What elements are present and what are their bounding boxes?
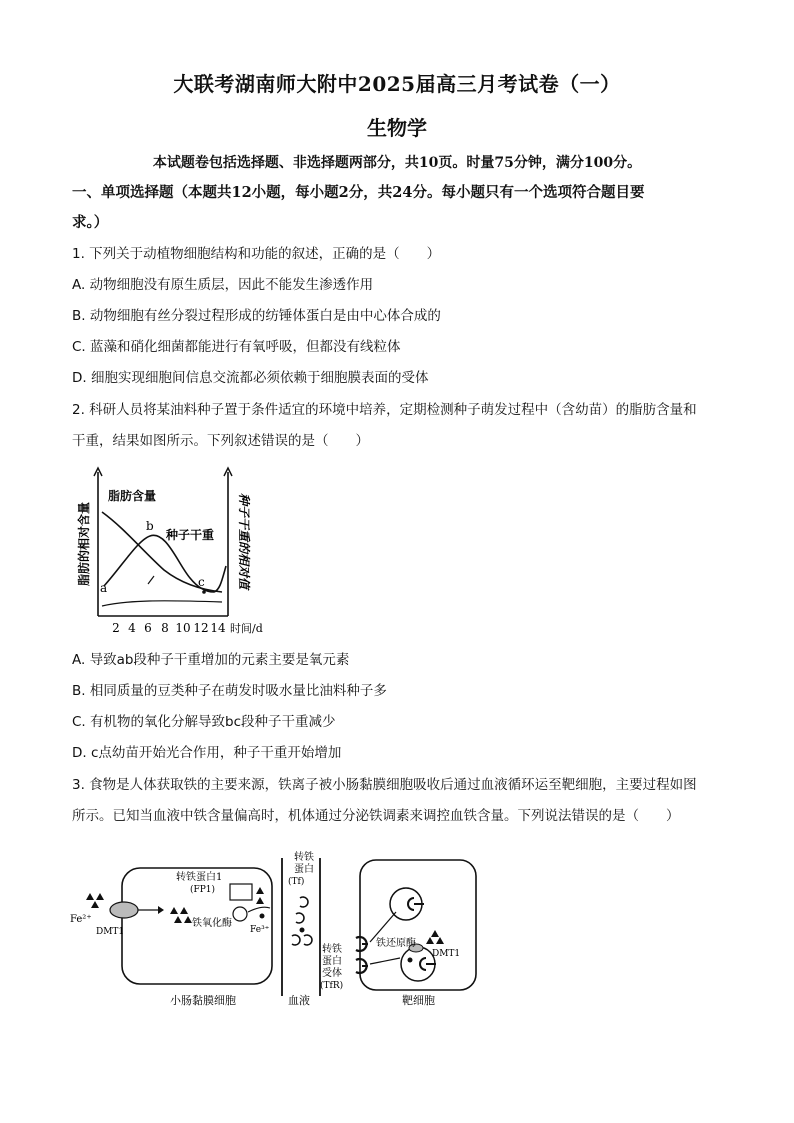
q2-stem-line2: 干重，结果如图所示。下列叙述错误的是（ ） [72, 433, 369, 449]
curve-mark [148, 576, 154, 584]
x-tick: 12 [193, 621, 209, 635]
reductase-label: 铁还原酶 [376, 938, 416, 949]
dry-weight-label: 种子干重 [166, 528, 215, 542]
q2-option-d: D. c点幼苗开始光合作用，种子干重开始增加 [72, 745, 342, 761]
tfr-label-line2: 蛋白 [322, 956, 342, 967]
iron-dot [408, 958, 413, 963]
q3-figure [70, 846, 480, 1011]
q2-stem-line1: 2. 科研人员将某油料种子置于条件适宜的环境中培养，定期检测种子萌发过程中（含幼苗）的脂肪含量和 [72, 402, 697, 418]
fpn1-label-line2: (FP1) [190, 885, 216, 895]
q1-option-b: B. 动物细胞有丝分裂过程形成的纺锤体蛋白是由中心体合成的 [72, 308, 441, 324]
transferrin-shape [304, 935, 312, 945]
transferrin-shape [300, 897, 308, 907]
tf-label-line2: 蛋白 [294, 864, 314, 875]
x-tick: 6 [144, 621, 152, 635]
x-tick: 4 [128, 621, 136, 635]
q2-option-c: C. 有机物的氧化分解导致bc段种子干重减少 [72, 714, 336, 730]
caption-intestinal-cell: 小肠黏膜细胞 [170, 994, 236, 1007]
left-axis-label: 脂肪的相对含量 [77, 501, 91, 587]
x-tick: 10 [175, 621, 191, 635]
fpn1-transporter [230, 884, 252, 900]
tf-label-line3: (Tf) [288, 877, 305, 887]
section-heading-line1: 一、单项选择题（本题共12小题，每小题2分，共24分。每小题只有一个选项符合题目要 [72, 184, 645, 201]
q2-option-b: B. 相同质量的豆类种子在萌发时吸水量比油料种子多 [72, 683, 387, 699]
iron-triangles-target [426, 930, 444, 944]
iron-triangles-outside [86, 893, 104, 908]
ferroxidase-circle [233, 907, 247, 921]
vesicle-receptor [408, 898, 414, 910]
x-tick: 8 [161, 621, 169, 635]
transferrin-shape [296, 913, 304, 923]
dmt1-right-label: DMT1 [432, 949, 461, 959]
target-cell-outline [360, 860, 476, 990]
dry-weight-curve [104, 535, 226, 592]
transferrin-iron [300, 928, 305, 933]
point-c-dot [202, 590, 206, 594]
q1-option-a: A. 动物细胞没有原生质层，因此不能发生渗透作用 [72, 277, 374, 293]
fpn1-label-line1: 转铁蛋白1 [176, 872, 223, 883]
absorption-arrowhead [158, 906, 164, 914]
dmt1-transporter-left [110, 902, 138, 918]
exam-title: 大联考湖南师大附中2025届高三月考试卷（一） [173, 72, 621, 96]
exam-note: 本试题卷包括选择题、非选择题两部分，共10页。时量75分钟，满分100分。 [152, 155, 642, 171]
dmt1-left-label: DMT1 [96, 927, 125, 937]
baseline-curve [102, 601, 222, 606]
point-c-label: c [198, 575, 205, 589]
x-axis-label: 时间/d [230, 622, 263, 635]
exam-subject: 生物学 [367, 116, 427, 140]
export-arrow [248, 907, 270, 912]
point-a-label: a [100, 581, 108, 595]
q3-stem-line1: 3. 食物是人体获取铁的主要来源，铁离子被小肠黏膜细胞吸收后通过血液循环运至靶细胞，主要过程如图 [72, 777, 697, 793]
vesicle-receptor [420, 958, 426, 970]
q3-stem-line2: 所示。已知当血液中铁含量偏高时，机体通过分泌铁调素来调控血铁含量。下列说法错误的是（ ） [72, 808, 680, 824]
q2-option-a: A. 导致ab段种子干重增加的元素主要是氧元素 [72, 652, 350, 668]
q1-option-d: D. 细胞实现细胞间信息交流都必须依赖于细胞膜表面的受体 [72, 370, 429, 386]
right-axis-label: 种子干重的相对值 [237, 492, 251, 590]
tfr-label-line4: (TfR) [320, 981, 344, 991]
export-triangles [256, 887, 264, 904]
fat-content-label: 脂肪含量 [108, 489, 157, 503]
x-tick: 14 [210, 621, 226, 635]
point-b-label: b [146, 519, 154, 533]
caption-target-cell: 靶细胞 [402, 994, 435, 1007]
fe2-label: Fe²⁺ [70, 914, 92, 925]
q1-option-c: C. 蓝藻和硝化细菌都能进行有氧呼吸，但都没有线粒体 [72, 339, 401, 355]
endocytosis-arrow [370, 958, 400, 964]
tf-label-line1: 转铁 [294, 852, 314, 863]
fe3-dot [260, 914, 265, 919]
fe3-label: Fe³⁺ [250, 925, 270, 935]
tfr-label-line1: 转铁 [322, 944, 342, 955]
iron-triangles-inside [170, 907, 192, 923]
section-heading-line2: 求。） [72, 214, 109, 231]
tfr-label-line3: 受体 [322, 968, 342, 979]
ferroxidase-label: 铁氧化酶 [192, 918, 232, 929]
q1-stem: 1. 下列关于动植物细胞结构和功能的叙述，正确的是（ ） [72, 246, 441, 262]
transferrin-shape [292, 935, 300, 945]
caption-blood: 血液 [288, 994, 310, 1007]
x-tick: 2 [112, 621, 120, 635]
q2-figure [72, 466, 272, 640]
